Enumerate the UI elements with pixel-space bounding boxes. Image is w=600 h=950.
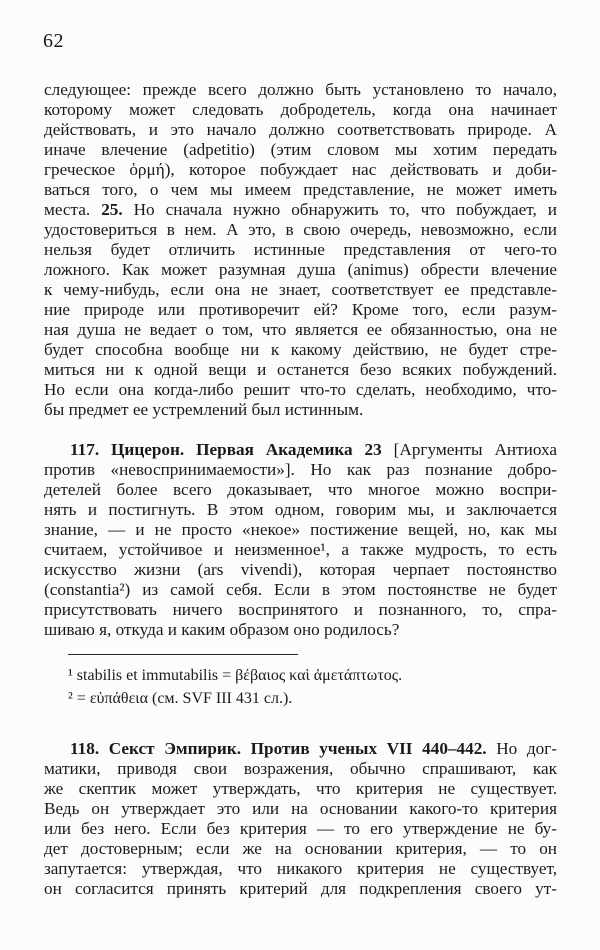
- text-line: [44, 400, 557, 420]
- text-run: удостовериться в нем. А это, в свою очередь, невозможно, если: [44, 220, 557, 239]
- text-line: [44, 580, 557, 600]
- text-line: [44, 80, 557, 100]
- text-run: нять и постигнуть. В этом одном, говорим мы, и заключается: [44, 500, 557, 519]
- text-line: [44, 480, 557, 500]
- text-line: [44, 220, 557, 240]
- footnote-rule: [68, 654, 298, 655]
- text-line: [44, 500, 557, 520]
- text-run: присутствовать ничего воспринятого и познанного, то, спра-: [44, 600, 557, 619]
- text-run: (constantia²) из самой себя. Если в этом постоянстве не будет: [44, 580, 557, 599]
- text-line: [44, 200, 557, 220]
- text-line: [44, 759, 557, 779]
- text-run: греческое ὁρμή), которое побуждает нас действовать и доби-: [44, 160, 557, 179]
- text-line: [44, 120, 557, 140]
- text-run: матики, приводя свои возражения, обычно спрашивают, как: [44, 759, 557, 778]
- text-line: [44, 540, 557, 560]
- text-run: считаем, устойчивое и неизменное¹, а также мудрость, то есть: [44, 540, 557, 559]
- text-column: [44, 80, 557, 899]
- paragraph: [44, 80, 557, 420]
- bold-run: 25.: [101, 200, 123, 219]
- text-line: [44, 240, 557, 260]
- bold-run: 117. Цицерон. Первая Академика 23: [70, 440, 382, 459]
- text-run: дет достоверным; если же на основании критерия, — то он: [44, 839, 557, 858]
- text-line: [44, 100, 557, 120]
- text-line: [44, 340, 557, 360]
- text-run: иначе влечение (adpetitio) (этим словом мы хотим передать: [44, 140, 557, 159]
- text-run: ваться того, о чем мы имеем представление, не может иметь: [44, 180, 557, 199]
- text-run: же скептик может утверждать, что критерия не существует.: [44, 779, 557, 798]
- text-run: знание, — и не просто «некое» постижение вещей, но, как мы: [44, 520, 557, 539]
- text-run: Ведь он утверждает это или на основании какого-то критерия: [44, 799, 557, 818]
- text-run: ² = εὐπάθεια (см. SVF III 431 сл.).: [68, 690, 293, 707]
- text-line: [44, 360, 557, 380]
- text-run: которому может следовать добродетель, когда она начинает: [44, 100, 557, 119]
- text-run: места.: [44, 200, 102, 219]
- text-line: [44, 779, 557, 799]
- text-line: [44, 600, 557, 620]
- footnote-line: [44, 664, 557, 687]
- text-run: он согласится принять критерий для подкрепления своего ут-: [44, 879, 557, 898]
- text-run: ложного. Как может разумная душа (animus) обрести влечение: [44, 260, 557, 279]
- footnote-line: [44, 687, 557, 710]
- text-line: [44, 799, 557, 819]
- text-line: [44, 620, 557, 640]
- text-run: к чему-нибудь, если она не знает, соответствует ее представле-: [44, 280, 557, 299]
- text-run: Но если она когда-либо решит что-то сделать, необходимо, что-: [44, 380, 557, 399]
- text-line: [44, 560, 557, 580]
- text-run: или без него. Если без критерия — то его утверждение не бу-: [44, 819, 557, 838]
- text-run: искусство жизни (ars vivendi), которая черпает постоянство: [44, 560, 557, 579]
- text-run: ние природе или противоречит ей? Кроме того, если разум-: [44, 300, 557, 319]
- text-run: будет способна вообще ни к какому действию, не будет стре-: [44, 340, 557, 359]
- text-line: [44, 280, 557, 300]
- text-line: [44, 879, 557, 899]
- text-run: следующее: прежде всего должно быть установлено то начало,: [44, 80, 557, 99]
- text-run: миться ни к одной вещи и останется безо всяких побуждений.: [44, 360, 557, 379]
- text-run: ная душа не ведает о том, что является ее обязанностью, она не: [44, 320, 557, 339]
- text-line: [44, 520, 557, 540]
- text-line: [44, 739, 557, 759]
- text-run: ¹ stabilis et immutabilis = βέβαιος καὶ ἀμετάπτωτος.: [68, 667, 403, 684]
- paragraph: [44, 440, 557, 640]
- page-number: 62: [43, 30, 64, 52]
- text-run: шиваю я, откуда и каким образом оно родилось?: [44, 620, 400, 639]
- text-run: действовать, и это начало должно соответствовать природе. А: [44, 120, 557, 139]
- text-line: [44, 819, 557, 839]
- bold-run: 118. Секст Эмпирик. Против ученых VII 440–442.: [70, 739, 487, 758]
- text-run: бы предмет ее устремлений был истинным.: [44, 400, 364, 419]
- text-run: запутается: утверждая, что никакого критерия не существует,: [44, 859, 557, 878]
- text-line: [44, 260, 557, 280]
- text-line: [44, 300, 557, 320]
- text-run: Но дог-: [486, 739, 557, 758]
- text-run: детелей более всего доказывает, что многое можно воспри-: [44, 480, 557, 499]
- text-run: [Аргументы Антиоха: [381, 440, 557, 459]
- paragraph: [44, 739, 557, 899]
- text-line: [44, 180, 557, 200]
- text-run: Но сначала нужно обнаружить то, что побуждает, и: [122, 200, 557, 219]
- text-run: против «невоспринимаемости»]. Но как раз познание добро-: [44, 460, 557, 479]
- text-line: [44, 460, 557, 480]
- text-line: [44, 380, 557, 400]
- text-line: [44, 440, 557, 460]
- text-line: [44, 839, 557, 859]
- footnotes-block: [44, 654, 557, 710]
- text-line: [44, 160, 557, 180]
- text-line: [44, 320, 557, 340]
- text-line: [44, 140, 557, 160]
- text-line: [44, 859, 557, 879]
- text-run: нельзя будет отличить истинные представления от чего-то: [44, 240, 557, 259]
